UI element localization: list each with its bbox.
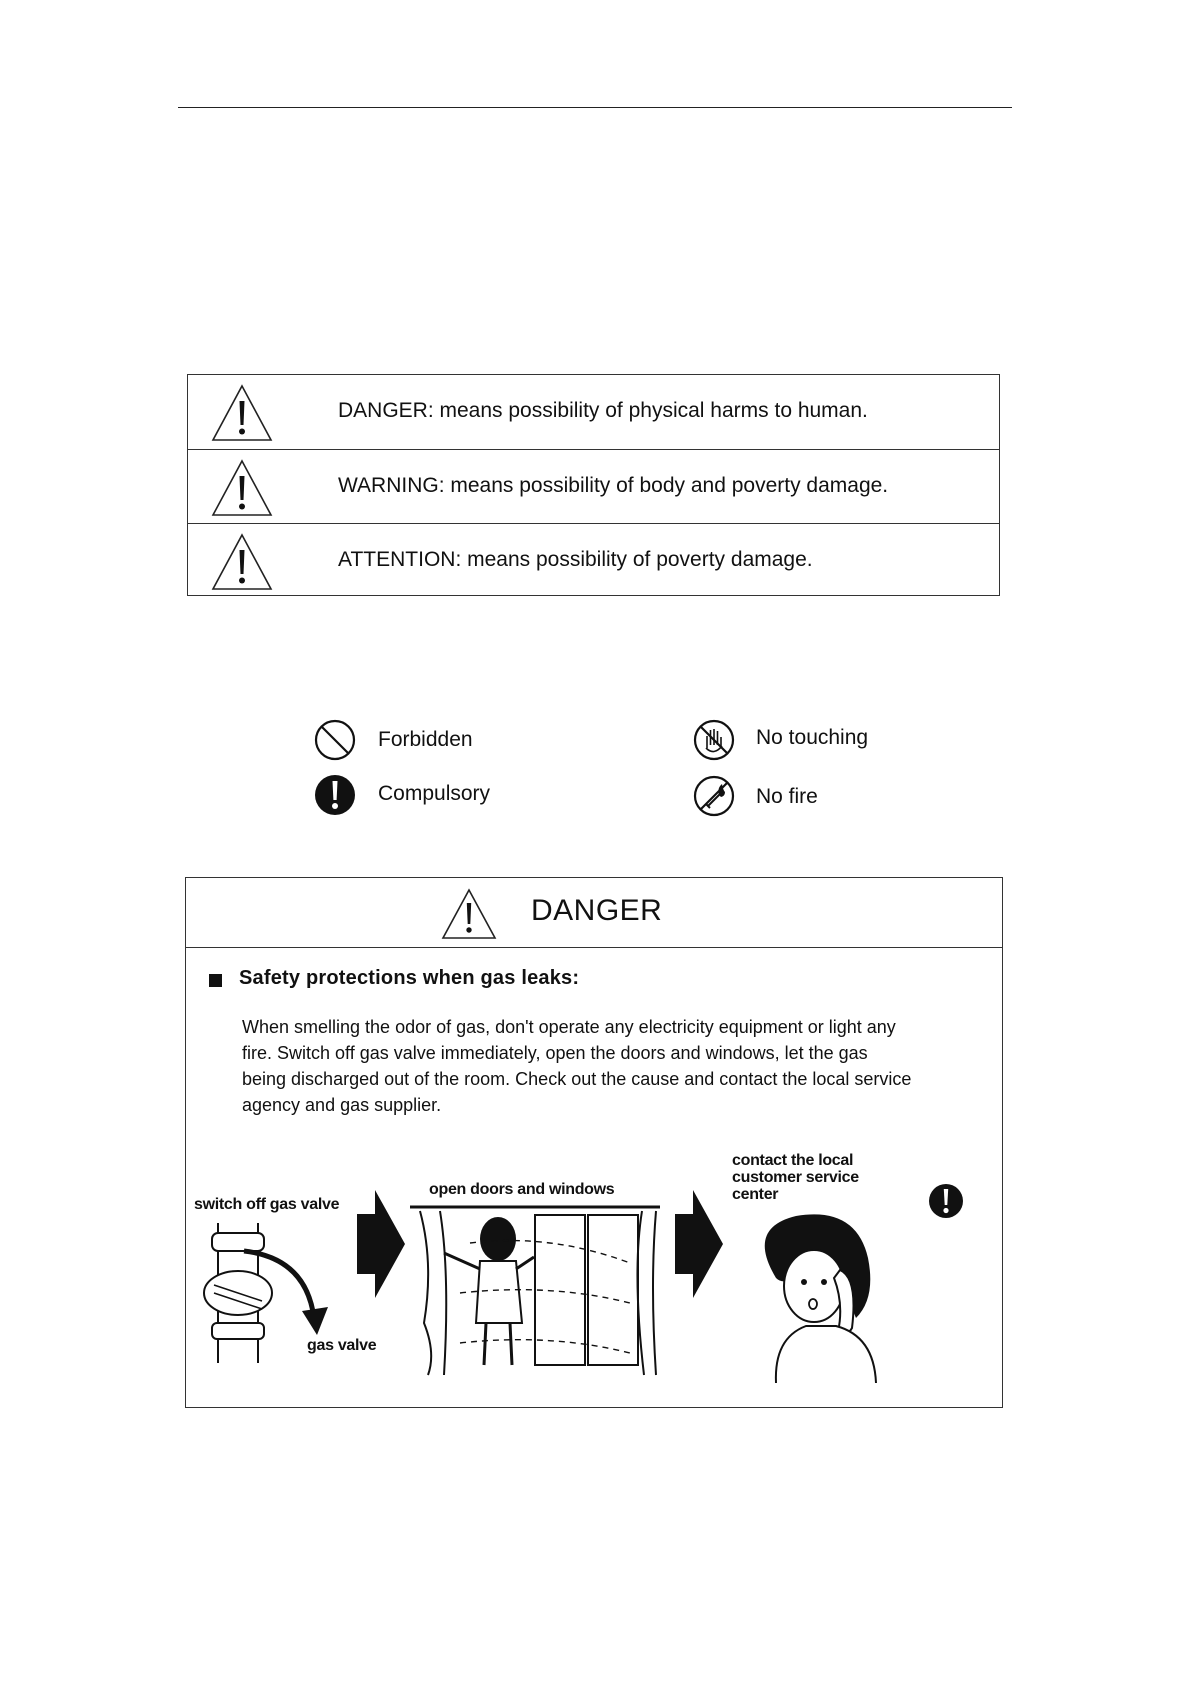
paragraph-line: When smelling the odor of gas, don't operate any electricity equipment or light any [242,1017,896,1037]
compulsory-icon [313,773,357,817]
no-touching-label: No touching [756,726,869,749]
forbidden-icon [313,718,357,762]
contact-caption-line: contact the local [732,1152,854,1169]
no-touching-icon [692,718,736,762]
gas-leak-paragraph [242,1014,982,1118]
forbidden-label: Forbidden [378,728,473,751]
bullet-square [209,974,222,987]
level-text-attention: ATTENTION: means possibility of poverty damage. [338,548,813,571]
step-arrow-icon [675,1190,723,1298]
open-doors-caption: open doors and windows [429,1181,615,1198]
contact-service-caption [732,1152,859,1203]
level-text-danger: DANGER: means possibility of physical harms to human. [338,399,868,422]
level-row-attention [188,523,999,597]
danger-title: DANGER [531,894,663,927]
level-text-warning: WARNING: means possibility of body and poverty damage. [338,474,889,497]
warning-triangle-icon [210,532,274,592]
gas-leak-heading: Safety protections when gas leaks: [239,967,580,989]
danger-header [186,878,1002,948]
compulsory-label: Compulsory [378,782,491,805]
header-rule [178,107,1012,108]
danger-box [185,877,1003,1408]
paragraph-line: fire. Switch off gas valve immediately, open the doors and windows, let the gas [242,1043,868,1063]
no-fire-label: No fire [756,785,818,808]
step-arrow-icon [357,1190,405,1298]
warning-triangle-icon [210,458,274,518]
level-row-warning [188,449,999,523]
contact-caption-line: customer service [732,1169,859,1186]
level-row-danger [188,375,999,449]
warning-triangle-icon [210,383,274,443]
compulsory-icon [928,1183,964,1219]
no-fire-icon [692,774,736,818]
paragraph-line: agency and gas supplier. [242,1095,442,1115]
paragraph-line: being discharged out of the room. Check out the cause and contact the local service [242,1069,912,1089]
open-windows-illustration [410,1203,660,1378]
warning-triangle-icon [441,888,497,940]
warning-levels-table [187,374,1000,596]
gas-valve-caption: gas valve [307,1337,377,1354]
switch-off-gas-valve-caption: switch off gas valve [194,1196,340,1213]
phone-call-illustration [736,1208,886,1388]
contact-caption-line: center [732,1186,779,1203]
